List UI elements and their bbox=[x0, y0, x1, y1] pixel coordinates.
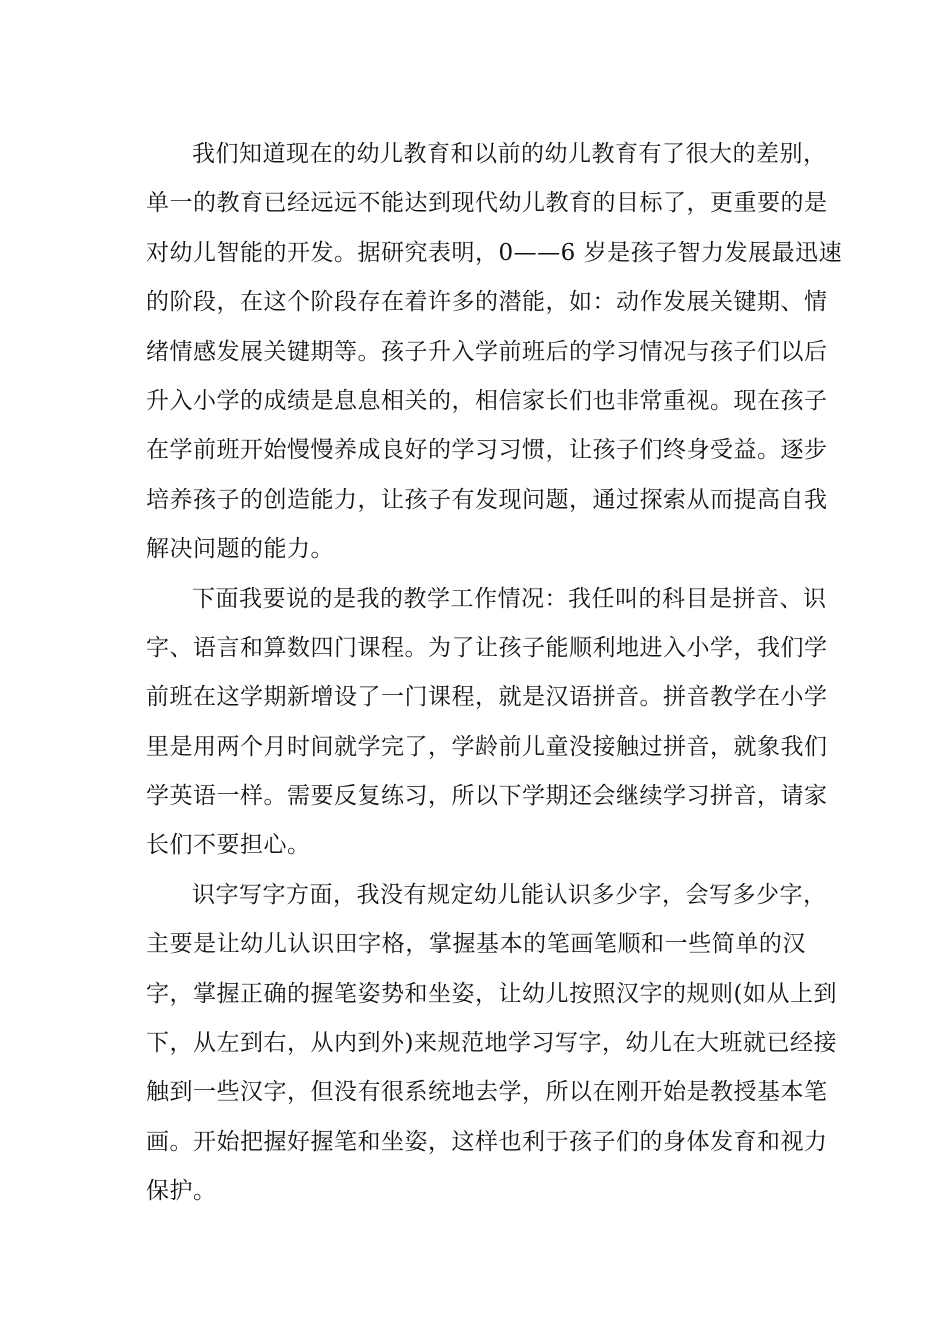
paragraph-line: 培养孩子的创造能力，让孩子有发现问题，通过探索从而提高自我 bbox=[146, 486, 828, 513]
paragraph-line: 学英语一样。需要反复练习，所以下学期还会继续学习拼音，请家 bbox=[146, 783, 828, 810]
paragraph-line: 单一的教育已经远远不能达到现代幼儿教育的目标了，更重要的是 bbox=[146, 190, 828, 217]
paragraph-line: 在学前班开始慢慢养成良好的学习习惯，让孩子们终身受益。逐步 bbox=[146, 437, 828, 464]
paragraph-line: 触到一些汉字，但没有很系统地去学，所以在刚开始是教授基本笔 bbox=[146, 1079, 828, 1106]
paragraph-line: 的阶段，在这个阶段存在着许多的潜能，如：动作发展关键期、情 bbox=[146, 289, 828, 316]
paragraph-line: 画。开始把握好握笔和坐姿，这样也利于孩子们的身体发育和视力 bbox=[146, 1128, 828, 1155]
paragraph-line: 保护。 bbox=[146, 1178, 217, 1205]
paragraph-line: 字，掌握正确的握笔姿势和坐姿，让幼儿按照汉字的规则(如从上到 bbox=[146, 980, 837, 1007]
document-body bbox=[146, 130, 843, 1217]
paragraph-line: 主要是让幼儿认识田字格，掌握基本的笔画笔顺和一些简单的汉 bbox=[146, 931, 806, 958]
paragraph-1 bbox=[146, 130, 843, 575]
paragraph-2 bbox=[146, 575, 828, 871]
paragraph-line: 对幼儿智能的开发。据研究表明，0——6 岁是孩子智力发展最迅速 bbox=[146, 239, 843, 266]
paragraph-line: 下，从左到右，从内到外)来规范地学习写字，幼儿在大班就已经接 bbox=[146, 1030, 837, 1057]
paragraph-line: 绪情感发展关键期等。孩子升入学前班后的学习情况与孩子们以后 bbox=[146, 338, 828, 365]
paragraph-line: 前班在这学期新增设了一门课程，就是汉语拼音。拼音教学在小学 bbox=[146, 684, 828, 711]
paragraph-line: 长们不要担心。 bbox=[146, 832, 311, 859]
paragraph-line: 识字写字方面，我没有规定幼儿能认识多少字，会写多少字， bbox=[192, 881, 827, 908]
paragraph-line: 里是用两个月时间就学完了，学龄前儿童没接触过拼音，就象我们 bbox=[146, 733, 828, 760]
paragraph-line: 我们知道现在的幼儿教育和以前的幼儿教育有了很大的差别， bbox=[192, 141, 827, 167]
paragraph-line: 字、语言和算数四门课程。为了让孩子能顺利地进入小学，我们学 bbox=[146, 634, 828, 661]
paragraph-line: 升入小学的成绩是息息相关的，相信家长们也非常重视。现在孩子 bbox=[146, 387, 828, 414]
paragraph-3 bbox=[146, 871, 837, 1217]
paragraph-line: 解决问题的能力。 bbox=[146, 536, 334, 563]
paragraph-line: 下面我要说的是我的教学工作情况：我任叫的科目是拼音、识 bbox=[192, 585, 827, 612]
